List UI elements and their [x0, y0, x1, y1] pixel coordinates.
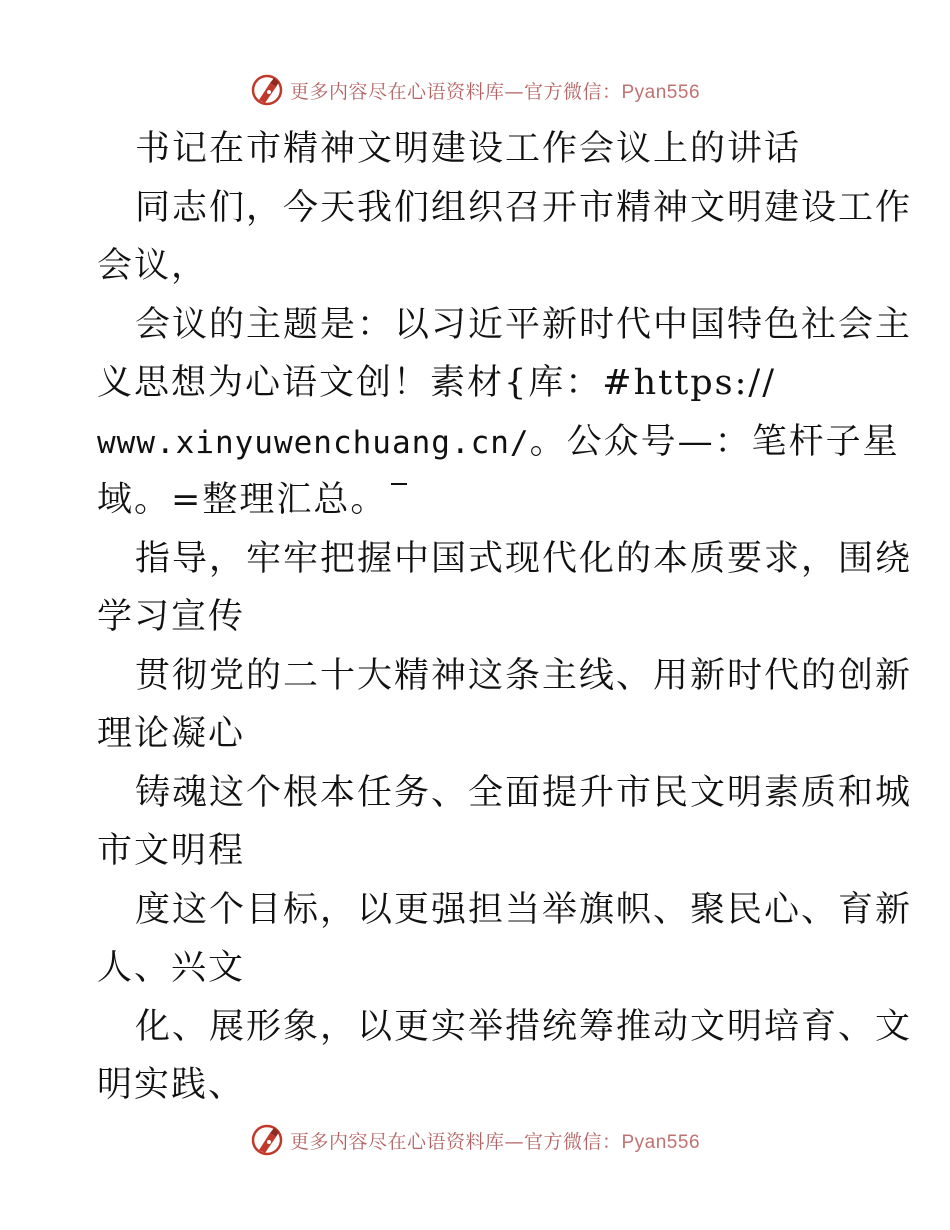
url-text: www.xinyuwenchuang.cn/: [97, 424, 530, 461]
paragraph-line: 化、展形象，以更实举措统筹推动文明培育、文: [135, 1006, 913, 1047]
paragraph-line: 度这个目标，以更强担当举旗帜、聚民心、育新: [135, 889, 913, 930]
paragraph-line: 人、兴文: [97, 948, 246, 988]
paragraph-line: 义思想为心语文创！素材{库：#https://: [97, 363, 777, 403]
paragraph-line-url: [97, 413, 900, 472]
paragraph-line: 铸魂这个根本任务、全面提升市民文明素质和城: [135, 772, 913, 813]
paragraph-line: 会议，: [97, 246, 209, 286]
paragraph-line: 理论凝心: [97, 714, 246, 754]
document-title: 书记在市精神文明建设工作会议上的讲话: [135, 129, 802, 169]
banner-text: 更多内容尽在心语资料库—官方微信：Pyan556: [289, 80, 701, 103]
paragraph-line: 会议的主题是：以习近平新时代中国特色社会主: [135, 304, 913, 345]
paragraph-line: 明实践、: [97, 1065, 246, 1105]
paragraph-line: 贯彻党的二十大精神这条主线、用新时代的创新: [135, 655, 913, 696]
paragraph-line: 同志们，今天我们组织召开市精神文明建设工作: [135, 187, 913, 228]
pen-nib-logo-icon: [250, 1123, 284, 1157]
paragraph-line: [97, 471, 857, 530]
line-text: 域。=整理汇总。: [97, 480, 388, 520]
stray-mark: [391, 483, 407, 485]
header-banner: [0, 70, 950, 110]
footer-banner: [0, 1120, 950, 1160]
pen-nib-logo-icon: [250, 73, 284, 107]
url-line-suffix: 。公众号—：笔杆子星: [529, 421, 900, 462]
paragraph-line: 指导，牢牢把握中国式现代化的本质要求，围绕: [135, 538, 913, 579]
paragraph-line: 学习宣传: [97, 597, 246, 637]
paragraph-line: 市文明程: [97, 831, 246, 871]
banner-text: 更多内容尽在心语资料库—官方微信：Pyan556: [289, 1130, 701, 1153]
document-body: [97, 120, 913, 1115]
